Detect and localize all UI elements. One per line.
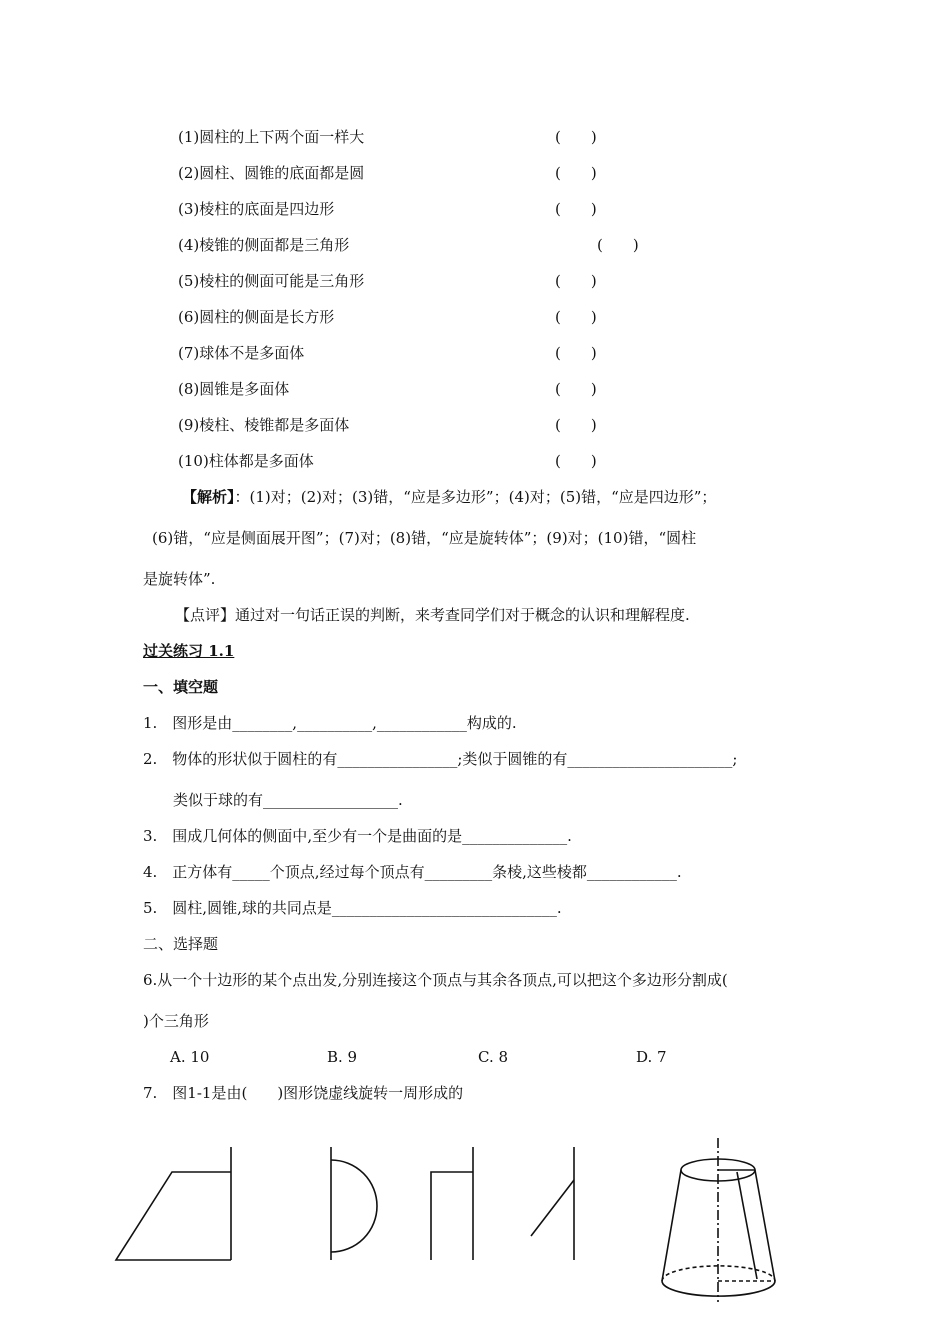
judgment-8-paren: ( ) <box>555 380 597 398</box>
judgment-5-paren: ( ) <box>555 272 597 290</box>
analysis-line-3: 是旋转体”. <box>143 570 216 588</box>
choice-section-title: 二、选择题 <box>143 935 219 953</box>
figure-semicircle <box>331 1147 377 1260</box>
fill-question-2: 2. 物体的形状似于圆柱的有________________;类似于圆锥的有______________________; <box>143 750 738 768</box>
figure-slanted-line <box>531 1147 574 1260</box>
judgment-1-paren: ( ) <box>555 128 597 146</box>
figure-rectangle <box>431 1147 473 1260</box>
judgment-3-text: (3)棱柱的底面是四边形 <box>178 200 335 218</box>
judgment-5-text: (5)棱柱的侧面可能是三角形 <box>178 272 365 290</box>
judgment-7-text: (7)球体不是多面体 <box>178 344 305 362</box>
analysis-label: 【解析】 <box>182 488 235 506</box>
judgment-10-paren: ( ) <box>555 452 597 470</box>
fill-question-2-cont: 类似于球的有__________________. <box>173 791 403 809</box>
comment-text: 【点评】通过对一句话正误的判断，来考查同学们对于概念的认识和理解程度. <box>175 606 690 624</box>
section-title: 过关练习 1.1 <box>143 642 235 660</box>
judgment-3-paren: ( ) <box>555 200 597 218</box>
option-a: A. 10 <box>170 1048 210 1066</box>
judgment-9-paren: ( ) <box>555 416 597 434</box>
fill-question-5: 5. 圆柱,圆锥,球的共同点是______________________________. <box>143 899 562 917</box>
option-d: D. 7 <box>636 1048 667 1066</box>
choice-question-7: 7. 图1-1是由( )图形饶虚线旋转一周形成的 <box>143 1084 464 1102</box>
analysis-text-1: ：(1)对；(2)对；(3)错，“应是多边形”；(4)对；(5)错，“应是四边形”； <box>234 488 717 506</box>
figure-frustum <box>662 1138 775 1302</box>
analysis-line-2: (6)错，“应是侧面展开图”；(7)对；(8)错，“应是旋转体”；(9)对；(10)错，“圆柱 <box>152 529 697 547</box>
judgment-2-text: (2)圆柱、圆锥的底面都是圆 <box>178 164 365 182</box>
option-c: C. 8 <box>478 1048 509 1066</box>
choice-question-6: 6.从一个十边形的某个点出发,分别连接这个顶点与其余各顶点,可以把这个多边形分割成( <box>143 971 728 989</box>
fill-question-1: 1. 图形是由________,__________,____________构成的. <box>143 714 517 732</box>
fill-question-3: 3. 围成几何体的侧面中,至少有一个是曲面的是______________. <box>143 827 572 845</box>
judgment-6-text: (6)圆柱的侧面是长方形 <box>178 308 335 326</box>
fill-section-title: 一、填空题 <box>143 678 219 696</box>
judgment-4-text: (4)棱锥的侧面都是三角形 <box>178 236 350 254</box>
option-b: B. 9 <box>327 1048 358 1066</box>
judgment-7-paren: ( ) <box>555 344 597 362</box>
choice-question-6-cont: )个三角形 <box>143 1012 209 1030</box>
judgment-10-text: (10)柱体都是多面体 <box>178 452 314 470</box>
judgment-8-text: (8)圆锥是多面体 <box>178 380 290 398</box>
fill-question-4: 4. 正方体有_____个顶点,经过每个顶点有_________条棱,这些棱都____________. <box>143 863 682 881</box>
judgment-1-text: (1)圆柱的上下两个面一样大 <box>178 128 365 146</box>
judgment-4-paren: ( ) <box>597 236 639 254</box>
judgment-6-paren: ( ) <box>555 308 597 326</box>
judgment-9-text: (9)棱柱、棱锥都是多面体 <box>178 416 350 434</box>
judgment-2-paren: ( ) <box>555 164 597 182</box>
figure-trapezoid <box>116 1147 231 1260</box>
